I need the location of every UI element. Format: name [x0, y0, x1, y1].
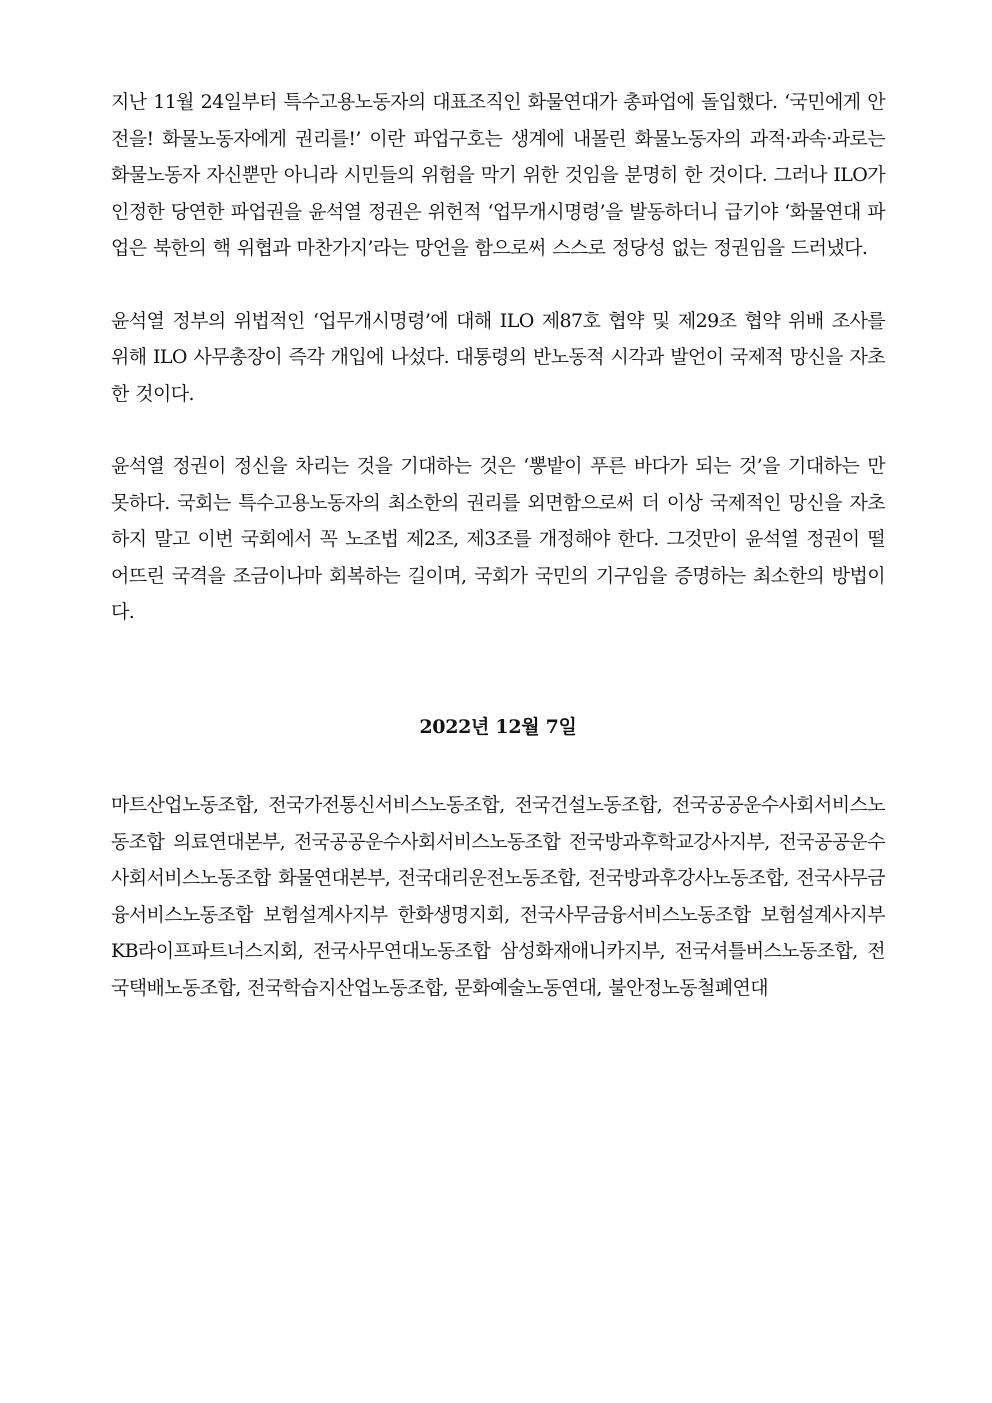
signatory-organizations: 마트산업노동조합, 전국가전통신서비스노동조합, 전국건설노동조합, 전국공공운수사회서비스노동조합 의료연대본부, 전국공공운수사회서비스노동조합 전국방과후학교강사지부, 전국공공운수사회서비스노동조합 화물연대본부, 전국대리운전노동조합, 전국방과후강사노동조합, 전국사무금융서비스노동조합 보험설계사지부 한화생명지회, 전국사무금융서비스노동조합 보험설계사지부 KB라이프파트너스지회, 전국사무연대노동조합 삼성화재애니카지부, 전국셔틀버스노동조합, 전국택배노동조합, 전국학습지산업노동조합, 문화예술노동연대, 불안정노동철폐연대: [111, 794, 885, 999]
paragraph-ilo-intervention: 윤석열 정부의 위법적인 ‘업무개시명령’에 대해 ILO 제87호 협약 및 제29조 협약 위배 조사를 위해 ILO 사무총장이 즉각 개입에 나섰다. 대통령의 반노동적 시각과 발언이 국제적 망신을 자초한 것이다.: [111, 309, 885, 405]
document-page: [111, 84, 885, 1006]
paragraph-national-assembly-demand: 윤석열 정권이 정신을 차리는 것을 기대하는 것은 ‘뽕밭이 푸른 바다가 되는 것’을 기대하는 만 못하다. 국회는 특수고용노동자의 최소한의 권리를 외면함으로써 더 이상 국제적인 망신을 자초하지 말고 이번 국회에서 꼭 노조법 제2조, 제3조를 개정해야 한다. 그것만이 윤석열 정권이 떨어뜨린 국격을 조금이나마 회복하는 길이며, 국회가 국민의 기구임을 증명하는 최소한의 방법이다.: [111, 455, 885, 623]
document-date: 2022년 12월 7일: [419, 715, 577, 738]
paragraph-strike-statement: 지난 11월 24일부터 특수고용노동자의 대표조직인 화물연대가 총파업에 돌입했다. ‘국민에게 안전을! 화물노동자에게 권리를!’ 이란 파업구호는 생계에 내몰린 화물노동자의 과적·과속·과로는 화물노동자 자신뿐만 아니라 시민들의 위험을 막기 위한 것임을 분명히 한 것이다. 그러나 ILO가 인정한 당연한 파업권을 윤석열 정권은 위헌적 ‘업무개시명령’을 발동하더니 급기야 ‘화물연대 파업은 북한의 핵 위협과 마찬가지’라는 망언을 함으로써 스스로 정당성 없는 정권임을 드러냈다.: [111, 91, 885, 259]
